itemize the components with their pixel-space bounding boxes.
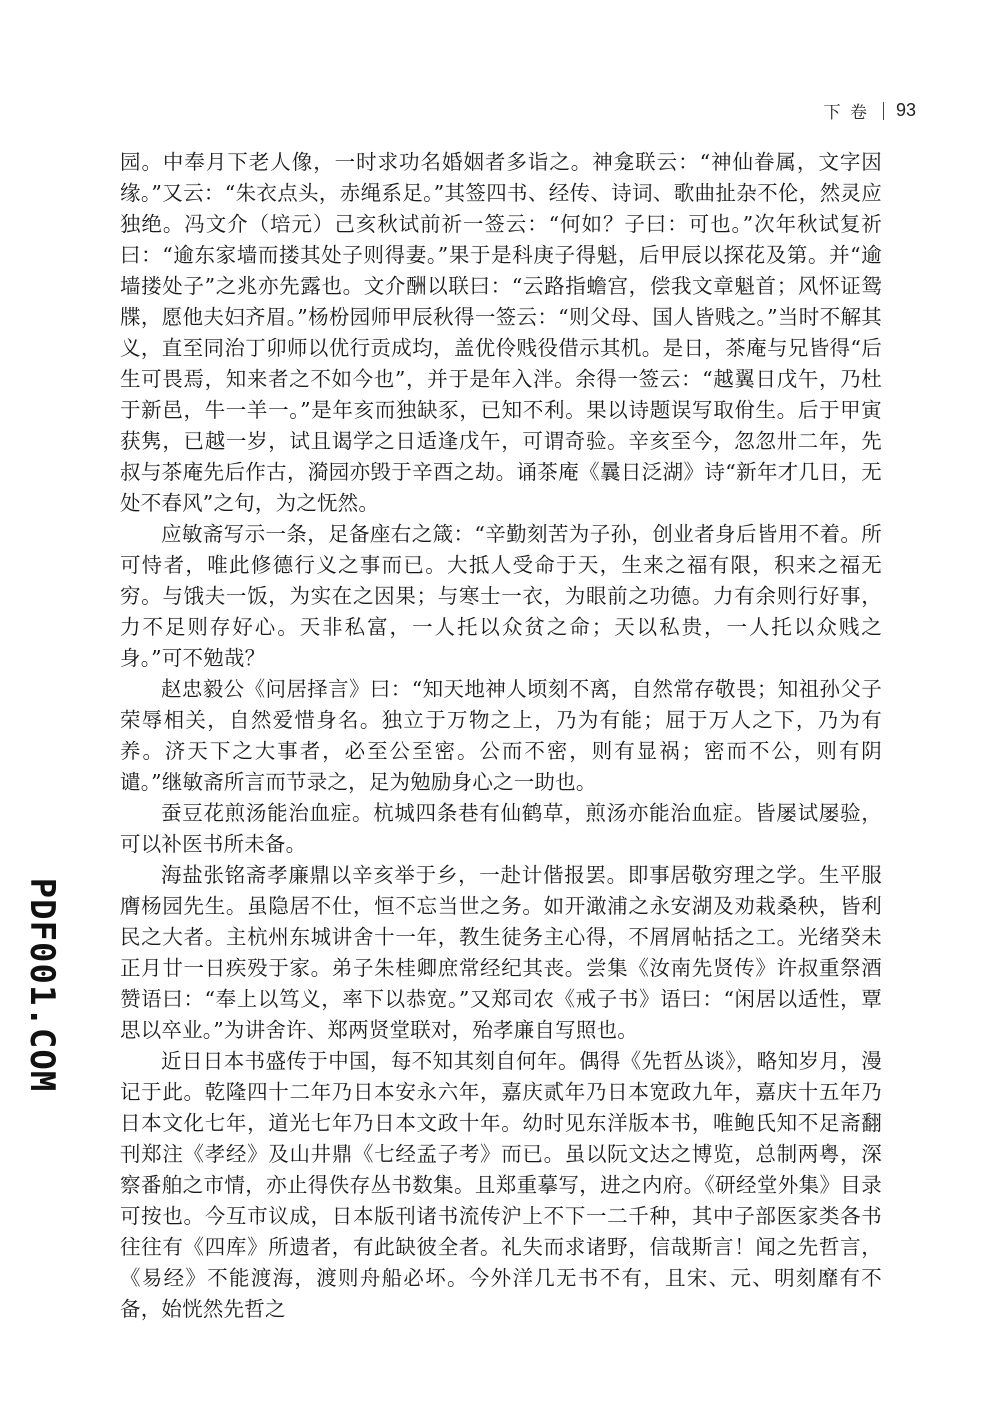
paragraph: 赵忠毅公《问居择言》曰：“知天地神人顷刻不离，自然常存敬畏；知祖孙父子荣辱相关，自然爱惜身名。独立于万物之上，乃为有能；屈于万人之下，乃为有养。济天下之大事者，必至公至密。公而不密，则有显祸；密而不公，则有阴谴。”继敏斋所言而节录之，足为勉励身心之一助也。	[120, 677, 882, 794]
page-number: 93	[895, 100, 916, 120]
paragraph: 应敏斋写示一条，足备座右之箴：“辛勤刻苦为子孙，创业者身后皆用不着。所可恃者，唯此修德行义之事而已。大抵人受命于天，生来之福有限，积来之福无穷。与饿夫一饭，为实在之因果；与寒士一衣，为眼前之功德。力有余则行好事，力不足则存好心。天非私富，一人托以众贫之命；天以私贵，一人托以众贱之身。”可不勉哉？	[120, 522, 882, 670]
watermark-text: PDF001.COM	[22, 877, 62, 1093]
paragraph: 近日日本书盛传于中国，每不知其刻自何年。偶得《先哲丛谈》，略知岁月，漫记于此。乾隆四十二年乃日本安永六年，嘉庆贰年乃日本宽政九年，嘉庆十五年乃日本文化七年，道光七年乃日本文政十年。幼时见东洋版本书，唯鲍氏知不足斋翻刊郑注《孝经》及山井鼎《七经孟子考》而已。虽以阮文达之博览，总制两粤，深察番舶之市情，亦止得佚存丛书数集。且郑重摹写，进之内府。《研经堂外集》目录可按也。今互市议成，日本版刊诸书流传沪上不下一二千种，其中子部医家类各书往往有《四库》所遗者，有此缺彼全者。礼失而求诸野，信哉斯言！闻之先哲言，《易经》不能渡海，渡则舟船必坏。今外洋几无书不有，且宋、元、明刻靡有不备，始恍然先哲之	[120, 1049, 882, 1321]
paragraph: 蚕豆花煎汤能治血症。杭城四条巷有仙鹤草，煎汤亦能治血症。皆屡试屡验，可以补医书所未备。	[120, 801, 882, 856]
body-text	[120, 147, 882, 1325]
paragraph-continued: 园。中奉月下老人像，一时求功名婚姻者多诣之。神龛联云：“神仙眷属，文字因缘。”又云：“朱衣点头，赤绳系足。”其签四书、经传、诗词、歌曲扯杂不伦，然灵应独绝。冯文介（培元）己亥秋试前祈一签云：“何如？子曰：可也。”次年秋试复祈曰：“逾东家墙而搂其处子则得妻。”果于是科庚子得魁，后甲辰以探花及第。并“逾墙搂处子”之兆亦先露也。文介酬以联曰：“云路指蟾宫，偿我文章魁首；风怀证鸳牒，愿他夫妇齐眉。”杨枌园师甲辰秋得一签云：“则父母、国人皆贱之。”当时不解其义，直至同治丁卯师以优行贡成均，盖优伶贱役借示其机。是日，茶庵与兄皆得“后生可畏焉，知来者之不如今也”，并于是年入泮。余得一签云：“越翼日戊午，乃杜于新邑，牛一羊一。”是年亥而独缺豕，已知不利。果以诗题误写取佾生。后于甲寅获隽，已越一岁，试且谒学之日适逢戊午，可谓奇验。辛亥至今，忽忽卅二年，先叔与茶庵先后作古，漪园亦毁于辛酉之劫。诵茶庵《曩日泛湖》诗“新年才几日，无处不春风”之句，为之怃然。	[120, 150, 882, 515]
running-head	[824, 98, 916, 123]
watermark	[12, 877, 72, 1093]
paragraph: 海盐张铭斋孝廉鼎以辛亥举于乡，一赴计偕报罢。即事居敬穷理之学。生平服膺杨园先生。虽隐居不仕，恒不忘当世之务。如开澉浦之永安湖及劝栽桑秧，皆利民之大者。主杭州东城讲舍十一年，教生徒务主心得，不屑屑帖括之工。光绪癸未正月廿一日疾殁于家。弟子朱桂卿庶常经纪其丧。尝集《汝南先贤传》许叔重祭酒赞语曰：“奉上以笃义，率下以恭宽。”又郑司农《戒子书》语曰：“闲居以适性，覃思以卒业。”为讲舍许、郑两贤堂联对，殆孝廉自写照也。	[120, 863, 882, 1042]
section-title: 下 卷	[823, 103, 869, 123]
header-divider	[883, 102, 884, 120]
